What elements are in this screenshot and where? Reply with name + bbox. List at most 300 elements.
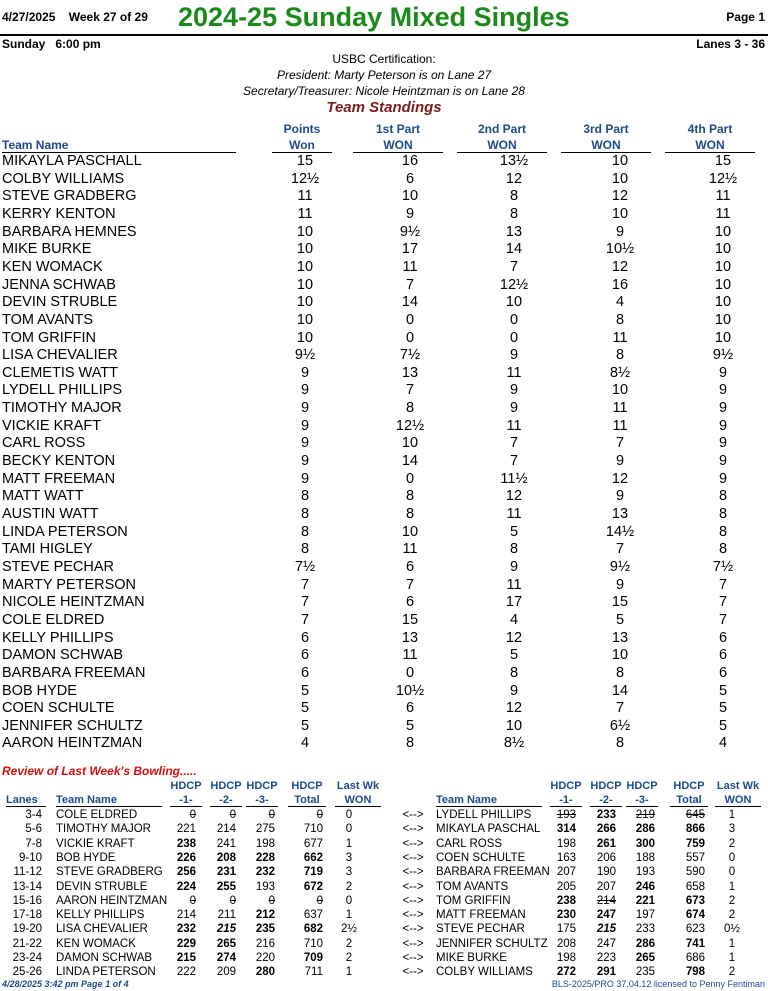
- lane-pair: 25-26: [12, 966, 42, 979]
- hdcp2-right: 206: [596, 851, 616, 864]
- col-part3-top: 3rd Part: [583, 122, 629, 136]
- review-col-total-top-left: HDCP: [291, 780, 323, 792]
- part4-won: 10: [714, 294, 732, 311]
- hdcp2-left: 241: [216, 837, 236, 850]
- team-name: CLEMETIS WATT: [2, 364, 118, 381]
- hdcp-total-right: 798: [685, 966, 705, 979]
- part4-won: 8: [718, 523, 728, 540]
- review-col-total-left: Total: [288, 794, 326, 807]
- hdcp-total-left: 710: [303, 823, 323, 836]
- part1-won: 17: [401, 241, 419, 258]
- hdcp3-right: 286: [635, 823, 655, 836]
- part4-won: 9: [718, 470, 728, 487]
- points-won: 10: [296, 329, 314, 346]
- lastwk-won-right: 2: [728, 894, 736, 907]
- part2-won: 12: [505, 488, 523, 505]
- review-col-hdcp3-top-left: HDCP: [246, 780, 278, 792]
- hdcp3-left: 193: [255, 880, 275, 893]
- report-week: Week 27 of 29: [68, 10, 148, 24]
- hdcp1-right: 163: [556, 851, 576, 864]
- review-col-hdcp2-right: -2-: [590, 794, 622, 807]
- versus-arrow: <-->: [402, 966, 424, 979]
- standings-title: Team Standings: [326, 99, 442, 116]
- lastwk-won-right: 1: [728, 880, 736, 893]
- hdcp2-left: 255: [216, 880, 236, 893]
- team-name-left: BOB HYDE: [56, 851, 116, 864]
- col-part1-top: 1st Part: [375, 122, 421, 136]
- points-won: 10: [296, 276, 314, 293]
- lastwk-won-right: 2: [728, 837, 736, 850]
- part2-won: 4: [509, 611, 519, 628]
- team-name-right: CARL ROSS: [436, 837, 503, 850]
- team-name: KELLY PHILLIPS: [2, 629, 114, 646]
- hdcp2-right: 266: [596, 823, 616, 836]
- part2-won: 11½: [500, 470, 528, 487]
- part2-won: 12: [505, 629, 523, 646]
- points-won: 8: [300, 523, 310, 540]
- hdcp3-left: 275: [255, 823, 275, 836]
- hdcp1-left: 224: [176, 880, 196, 893]
- hdcp3-right: 235: [635, 966, 655, 979]
- versus-arrow: <-->: [402, 823, 424, 836]
- points-won: 9: [300, 435, 310, 452]
- part1-won: 0: [405, 470, 415, 487]
- team-name-left: COLE ELDRED: [56, 809, 138, 821]
- part1-won: 0: [405, 311, 415, 328]
- hdcp2-right: 215: [596, 923, 616, 936]
- review-col-team-left: Team Name: [56, 794, 162, 807]
- part1-won: 0: [405, 664, 415, 681]
- versus-arrow: <-->: [402, 909, 424, 922]
- part2-won: 11: [506, 364, 522, 381]
- hdcp-total-right: 658: [685, 880, 705, 893]
- part1-won: 8: [405, 400, 415, 417]
- review-col-hdcp3-left: -3-: [246, 794, 278, 807]
- page-number: Page 1: [726, 10, 765, 24]
- part1-won: 10½: [395, 682, 425, 699]
- hdcp2-left: 211: [217, 909, 236, 922]
- versus-arrow: <-->: [402, 837, 424, 850]
- part2-won: 9: [509, 382, 519, 399]
- hdcp2-right: 247: [596, 909, 616, 922]
- points-won: 12½: [290, 170, 320, 187]
- hdcp-total-right: 645: [685, 809, 705, 821]
- hdcp1-left: 229: [176, 937, 196, 950]
- hdcp-total-left: 637: [303, 909, 323, 922]
- part2-won: 8: [509, 205, 519, 222]
- points-won: 7: [300, 594, 310, 611]
- hdcp1-left: 0: [189, 809, 196, 821]
- team-name-left: LISA CHEVALIER: [56, 923, 148, 936]
- hdcp2-left: 215: [216, 923, 236, 936]
- part4-won: 6: [718, 664, 728, 681]
- versus-arrow: <-->: [402, 851, 424, 864]
- team-name: KERRY KENTON: [2, 205, 116, 222]
- hdcp2-left: 274: [216, 952, 236, 964]
- hdcp1-right: 230: [556, 909, 576, 922]
- versus-arrow: <-->: [402, 937, 424, 950]
- hdcp1-right: 205: [556, 880, 576, 893]
- points-won: 9: [300, 382, 310, 399]
- team-name: JENNIFER SCHULTZ: [2, 717, 143, 734]
- cert-secretary: Secretary/Treasurer: Nicole Heintzman is on Lane 28: [243, 84, 525, 98]
- hdcp-total-left: 710: [303, 937, 323, 950]
- hdcp-total-right: 759: [685, 837, 705, 850]
- review-title: Review of Last Week's Bowling.....: [2, 764, 197, 778]
- part2-won: 0: [509, 329, 519, 346]
- part2-won: 13: [505, 223, 523, 240]
- hdcp-total-right: 866: [685, 823, 705, 836]
- part3-won: 9: [615, 488, 625, 505]
- part1-won: 5: [405, 717, 415, 734]
- points-won: 6: [300, 629, 310, 646]
- part4-won: 6: [718, 647, 728, 664]
- part2-won: 9: [509, 400, 519, 417]
- part3-won: 12: [611, 188, 629, 205]
- points-won: 9: [300, 400, 310, 417]
- part4-won: 9: [718, 382, 728, 399]
- lastwk-won-left: 2: [345, 937, 353, 950]
- hdcp-total-left: 682: [303, 923, 323, 936]
- hdcp2-right: 233: [596, 809, 616, 821]
- team-name-left: STEVE GRADBERG: [56, 866, 163, 879]
- points-won: 7½: [294, 558, 316, 575]
- team-name: LINDA PETERSON: [2, 523, 128, 540]
- hdcp-total-left: 662: [303, 851, 323, 864]
- points-won: 10: [296, 311, 314, 328]
- hdcp1-right: 208: [556, 937, 576, 950]
- part1-won: 6: [405, 700, 415, 717]
- part2-won: 8: [509, 188, 519, 205]
- part3-won: 10: [611, 205, 629, 222]
- part4-won: 8: [718, 541, 728, 558]
- lastwk-won-right: 2: [728, 966, 736, 979]
- hdcp3-left: 280: [255, 966, 275, 979]
- team-name-right: STEVE PECHAR: [436, 923, 525, 936]
- part3-won: 14: [611, 682, 629, 699]
- hdcp2-left: 0: [229, 894, 236, 907]
- lane-pair: 13-14: [12, 880, 42, 893]
- part1-won: 8: [405, 735, 415, 752]
- part3-won: 8½: [609, 364, 631, 381]
- part1-won: 13: [401, 629, 419, 646]
- part2-won: 14: [505, 241, 523, 258]
- team-name-left: KELLY PHILLIPS: [56, 909, 145, 922]
- review-col-hdcp3-right: -3-: [626, 794, 658, 807]
- points-won: 9: [300, 417, 310, 434]
- points-won: 10: [296, 294, 314, 311]
- part4-won: 10: [714, 276, 732, 293]
- part3-won: 5: [615, 611, 625, 628]
- points-won: 10: [296, 258, 314, 275]
- lane-pair: 21-22: [12, 937, 42, 950]
- team-name: MIKE BURKE: [2, 241, 92, 258]
- team-name-right: MATT FREEMAN: [436, 909, 526, 922]
- lane-pair: 15-16: [12, 894, 42, 907]
- points-won: 5: [300, 700, 310, 717]
- team-name: TOM GRIFFIN: [2, 329, 96, 346]
- review-col-team-right: Team Name: [436, 794, 542, 807]
- hdcp3-right: 221: [635, 894, 655, 907]
- report-date: 4/27/2025: [2, 10, 56, 24]
- part3-won: 8: [615, 664, 625, 681]
- part2-won: 0: [509, 311, 519, 328]
- part1-won: 6: [405, 594, 415, 611]
- hdcp1-right: 238: [556, 894, 576, 907]
- hdcp3-left: 0: [268, 894, 275, 907]
- team-name: COLBY WILLIAMS: [2, 170, 125, 187]
- part1-won: 15: [401, 611, 419, 628]
- points-won: 10: [296, 223, 314, 240]
- versus-arrow: <-->: [402, 866, 424, 879]
- points-won: 8: [300, 506, 310, 522]
- cert-heading: USBC Certification:: [332, 52, 436, 66]
- part4-won: 7: [718, 594, 728, 611]
- part4-won: 5: [718, 717, 728, 734]
- lastwk-won-right: 1: [728, 952, 736, 964]
- hdcp1-left: 226: [176, 851, 196, 864]
- hdcp3-right: 286: [635, 937, 655, 950]
- part4-won: 7½: [712, 558, 734, 575]
- part3-won: 16: [611, 276, 629, 293]
- versus-arrow: <-->: [402, 923, 424, 936]
- part1-won: 12½: [395, 417, 425, 434]
- col-points-top: Points: [283, 122, 321, 136]
- team-name-right: MIKE BURKE: [436, 952, 507, 964]
- lastwk-won-left: 1: [345, 966, 353, 979]
- hdcp-total-left: 719: [303, 866, 323, 879]
- hdcp1-left: 232: [176, 923, 196, 936]
- review-col-hdcp1-right: -1-: [550, 794, 582, 807]
- part4-won: 10: [714, 258, 732, 275]
- part2-won: 7: [509, 453, 519, 470]
- hdcp-total-left: 0: [316, 809, 323, 821]
- team-name-right: COLBY WILLIAMS: [436, 966, 533, 979]
- col-part4-bottom: WON: [665, 138, 755, 153]
- team-name-left: TIMOTHY MAJOR: [56, 823, 151, 836]
- part4-won: 6: [718, 629, 728, 646]
- part4-won: 9: [718, 435, 728, 452]
- hdcp-total-left: 711: [304, 966, 323, 979]
- team-name: VICKIE KRAFT: [2, 417, 102, 434]
- part4-won: 8: [718, 488, 728, 505]
- part4-won: 11: [715, 205, 731, 222]
- hdcp1-left: 214: [176, 909, 196, 922]
- review-col-hdcp1-left: -1-: [170, 794, 202, 807]
- hdcp3-left: 212: [255, 909, 275, 922]
- lastwk-won-left: 2: [345, 880, 353, 893]
- hdcp-total-right: 741: [685, 937, 705, 950]
- col-team-name: Team Name: [2, 138, 236, 153]
- part3-won: 13: [611, 506, 629, 522]
- hdcp3-left: 228: [255, 851, 275, 864]
- team-name-right: TOM GRIFFIN: [436, 894, 511, 907]
- hdcp1-right: 272: [556, 966, 576, 979]
- part1-won: 10: [401, 523, 419, 540]
- hdcp2-left: 0: [229, 809, 236, 821]
- versus-arrow: <-->: [402, 880, 424, 893]
- part4-won: 10: [714, 241, 732, 258]
- team-name-right: MIKAYLA PASCHAL: [436, 823, 541, 836]
- points-won: 9: [300, 470, 310, 487]
- lastwk-won-right: 1: [728, 809, 736, 821]
- part4-won: 15: [714, 153, 732, 169]
- points-won: 6: [300, 647, 310, 664]
- footer-print-info: 4/28/2025 3:42 pm Page 1 of 4: [2, 979, 129, 989]
- lastwk-won-left: 3: [345, 866, 353, 879]
- hdcp3-right: 197: [635, 909, 655, 922]
- team-name: TIMOTHY MAJOR: [2, 400, 122, 417]
- versus-arrow: <-->: [402, 952, 424, 964]
- hdcp3-right: 219: [635, 809, 655, 821]
- team-name: LISA CHEVALIER: [2, 347, 118, 364]
- hdcp1-left: 238: [176, 837, 196, 850]
- hdcp1-left: 0: [189, 894, 196, 907]
- part4-won: 8: [718, 506, 728, 522]
- col-part2-top: 2nd Part: [477, 122, 526, 136]
- lastwk-won-left: 3: [345, 851, 353, 864]
- part2-won: 8: [509, 664, 519, 681]
- part3-won: 15: [611, 594, 629, 611]
- part1-won: 6: [405, 558, 415, 575]
- part4-won: 11: [715, 188, 731, 205]
- hdcp2-left: 214: [216, 823, 236, 836]
- part2-won: 10: [505, 294, 523, 311]
- team-name: BECKY KENTON: [2, 453, 116, 470]
- hdcp3-left: 0: [268, 809, 275, 821]
- team-name-right: LYDELL PHILLIPS: [436, 809, 532, 821]
- cert-president: President: Marty Peterson is on Lane 27: [276, 68, 492, 82]
- team-name: MIKAYLA PASCHALL: [2, 153, 142, 169]
- lastwk-won-right: 0: [728, 851, 736, 864]
- lane-pair: 7-8: [25, 837, 42, 850]
- team-name: CARL ROSS: [2, 435, 86, 452]
- lastwk-won-right: 2: [728, 909, 736, 922]
- part3-won: 9: [615, 223, 625, 240]
- hdcp2-left: 265: [216, 937, 236, 950]
- part2-won: 5: [509, 523, 519, 540]
- team-name: STEVE GRADBERG: [2, 188, 137, 205]
- lastwk-won-left: 0: [345, 894, 353, 907]
- part1-won: 7: [405, 576, 415, 593]
- hdcp2-right: 223: [596, 952, 616, 964]
- hdcp1-right: 207: [556, 866, 576, 879]
- team-name: DAMON SCHWAB: [2, 647, 124, 664]
- part3-won: 10: [611, 153, 629, 169]
- part3-won: 10: [611, 382, 629, 399]
- part1-won: 0: [405, 329, 415, 346]
- part2-won: 10: [505, 717, 523, 734]
- part2-won: 5: [509, 647, 519, 664]
- hdcp-total-right: 590: [685, 866, 705, 879]
- part2-won: 7: [509, 258, 519, 275]
- hdcp2-right: 214: [596, 894, 616, 907]
- lane-pair: 9-10: [18, 851, 42, 864]
- part1-won: 6: [405, 170, 415, 187]
- review-col-hdcp2-top-left: HDCP: [210, 780, 242, 792]
- points-won: 8: [300, 541, 310, 558]
- part1-won: 14: [401, 294, 419, 311]
- team-name: COLE ELDRED: [2, 611, 105, 628]
- league-title: 2024-25 Sunday Mixed Singles: [178, 2, 570, 32]
- hdcp1-left: 215: [176, 952, 196, 964]
- hdcp-total-right: 557: [685, 851, 705, 864]
- hdcp-total-left: 672: [303, 880, 323, 893]
- part3-won: 12: [611, 470, 629, 487]
- points-won: 7: [300, 576, 310, 593]
- header-divider: [0, 34, 768, 36]
- team-name-left: DEVIN STRUBLE: [56, 880, 148, 893]
- points-won: 15: [296, 153, 314, 169]
- lane-pair: 23-24: [12, 952, 42, 964]
- review-col-lanes: Lanes: [6, 794, 46, 807]
- part3-won: 4: [615, 294, 625, 311]
- hdcp2-left: 231: [216, 866, 236, 879]
- part2-won: 9: [509, 558, 519, 575]
- hdcp3-left: 198: [255, 837, 275, 850]
- hdcp3-right: 265: [635, 952, 655, 964]
- review-col-lastwk-right: WON: [715, 794, 761, 807]
- hdcp3-right: 193: [635, 866, 655, 879]
- hdcp2-right: 207: [596, 880, 616, 893]
- hdcp2-right: 291: [596, 966, 616, 979]
- points-won: 7: [300, 611, 310, 628]
- part4-won: 7: [718, 576, 728, 593]
- part3-won: 6½: [609, 717, 631, 734]
- lastwk-won-left: 1: [345, 909, 353, 922]
- review-col-total-top-right: HDCP: [673, 780, 705, 792]
- part2-won: 13½: [499, 153, 529, 169]
- hdcp3-left: 216: [255, 937, 275, 950]
- lanes-range: Lanes 3 - 36: [696, 37, 765, 51]
- hdcp1-right: 175: [556, 923, 576, 936]
- versus-arrow: <-->: [402, 894, 424, 907]
- hdcp3-right: 300: [635, 837, 655, 850]
- team-name: BOB HYDE: [2, 682, 77, 699]
- team-name-left: DAMON SCHWAB: [56, 952, 153, 964]
- team-name-right: TOM AVANTS: [436, 880, 509, 893]
- review-col-lastwk-top-left: Last Wk: [336, 780, 380, 792]
- review-col-hdcp2-left: -2-: [210, 794, 242, 807]
- part3-won: 14½: [605, 523, 635, 540]
- part1-won: 9½: [399, 223, 421, 240]
- points-won: 9: [300, 364, 310, 381]
- team-name: BARBARA HEMNES: [2, 223, 137, 240]
- part3-won: 13: [611, 629, 629, 646]
- review-col-total-right: Total: [670, 794, 708, 807]
- lane-pair: 17-18: [12, 909, 42, 922]
- points-won: 4: [300, 735, 310, 752]
- part3-won: 9: [615, 576, 625, 593]
- hdcp1-right: 198: [556, 952, 576, 964]
- points-won: 9: [300, 453, 310, 470]
- part1-won: 10: [401, 188, 419, 205]
- lastwk-won-left: 2: [345, 952, 353, 964]
- part1-won: 8: [405, 506, 415, 522]
- part2-won: 8: [509, 541, 519, 558]
- review-col-lastwk-top-right: Last Wk: [716, 780, 760, 792]
- lastwk-won-right: 3: [728, 823, 736, 836]
- hdcp-total-left: 677: [303, 837, 323, 850]
- part2-won: 12: [505, 170, 523, 187]
- part2-won: 7: [509, 435, 519, 452]
- lastwk-won-right: 0: [728, 866, 736, 879]
- hdcp1-right: 314: [556, 823, 576, 836]
- part3-won: 8: [615, 311, 625, 328]
- team-name-right: BARBARA FREEMAN: [436, 866, 550, 879]
- review-col-hdcp3-top-right: HDCP: [626, 780, 658, 792]
- hdcp2-right: 190: [596, 866, 616, 879]
